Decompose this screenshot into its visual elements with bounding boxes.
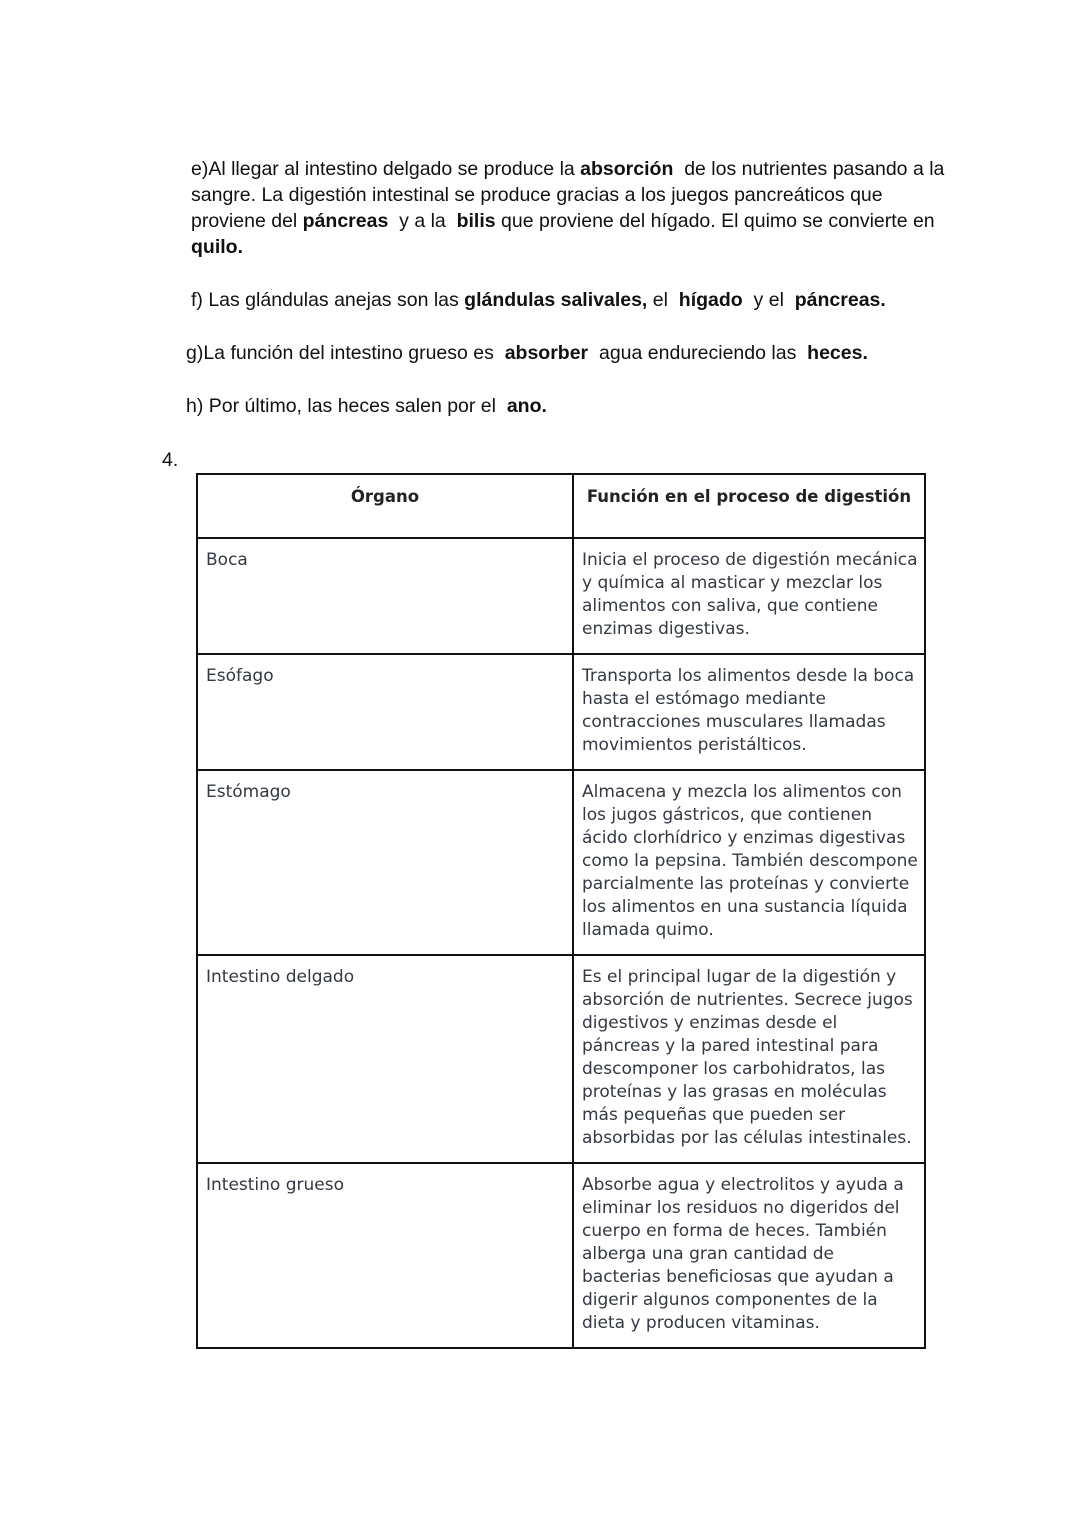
function-cell: Transporta los alimentos desde la boca hasta el estómago mediante contracciones musculares llamadas movimientos peristálticos. [573, 654, 925, 770]
bold-term: heces. [807, 342, 868, 364]
organ-cell: Boca [197, 538, 573, 654]
text-run: que proviene del hígado. El quimo se convierte en [495, 210, 941, 232]
text-run: y a la [388, 210, 457, 232]
function-cell: Almacena y mezcla los alimentos con los jugos gástricos, que contienen ácido clorhídrico y enzimas digestivas como la pepsina. También descompone parcialmente las proteínas y convierte los alimentos en una sustancia líquida llamada quimo. [573, 770, 925, 955]
paragraph-g [186, 340, 946, 366]
function-cell: Inicia el proceso de digestión mecánica y química al masticar y mezclar los alimentos con saliva, que contiene enzimas digestivas. [573, 538, 925, 654]
organ-cell: Intestino grueso [197, 1163, 573, 1348]
bold-term: hígado [678, 289, 743, 311]
bold-term: absorber [504, 342, 589, 364]
header-function: Función en el proceso de digestión [573, 474, 925, 538]
paragraph-f [191, 287, 951, 313]
table-row [197, 538, 925, 654]
header-organ: Órgano [197, 474, 573, 538]
bold-term: bilis [456, 210, 496, 232]
text-run: agua endureciendo las [588, 342, 808, 364]
organ-cell: Estómago [197, 770, 573, 955]
table-header-row [197, 474, 925, 538]
function-cell: Es el principal lugar de la digestión y absorción de nutrientes. Secrece jugos digestivos y enzimas desde el páncreas y la pared intestinal para descomponer los carbohidratos, las proteínas y las grasas en moléculas más pequeñas que pueden ser absorbidas por las células intestinales. [573, 955, 925, 1163]
question-number: 4. [162, 449, 179, 471]
text-run: h) Por último, las heces salen por el [186, 395, 507, 417]
bold-term: ano. [506, 395, 547, 417]
organ-cell: Esófago [197, 654, 573, 770]
bold-term: páncreas. [794, 289, 886, 311]
bold-term: glándulas salivales, [464, 289, 648, 311]
table-row [197, 1163, 925, 1348]
bold-term: absorción [580, 158, 674, 180]
paragraph-e [191, 156, 951, 260]
text-run: g)La función del intestino grueso es [186, 342, 505, 364]
bold-term: quilo. [191, 236, 243, 258]
text-run: y el [742, 289, 795, 311]
digestive-organs-table [196, 473, 926, 1349]
table-row [197, 770, 925, 955]
text-run: el [647, 289, 679, 311]
text-run: de los nutrientes pasando a la sangre. La digestión intestinal se produce gracias a los juegos pancreáticos que proviene del [191, 158, 950, 232]
table-row [197, 654, 925, 770]
function-cell: Absorbe agua y electrolitos y ayuda a eliminar los residuos no digeridos del cuerpo en forma de heces. También alberga una gran cantidad de bacterias beneficiosas que ayudan a digerir algunos componentes de la dieta y producen vitaminas. [573, 1163, 925, 1348]
organ-cell: Intestino delgado [197, 955, 573, 1163]
text-run: f) Las glándulas anejas son las [191, 289, 465, 311]
table-row [197, 955, 925, 1163]
bold-term: páncreas [302, 210, 389, 232]
paragraph-h [186, 393, 946, 419]
text-run: e)Al llegar al intestino delgado se produce la [191, 158, 581, 180]
